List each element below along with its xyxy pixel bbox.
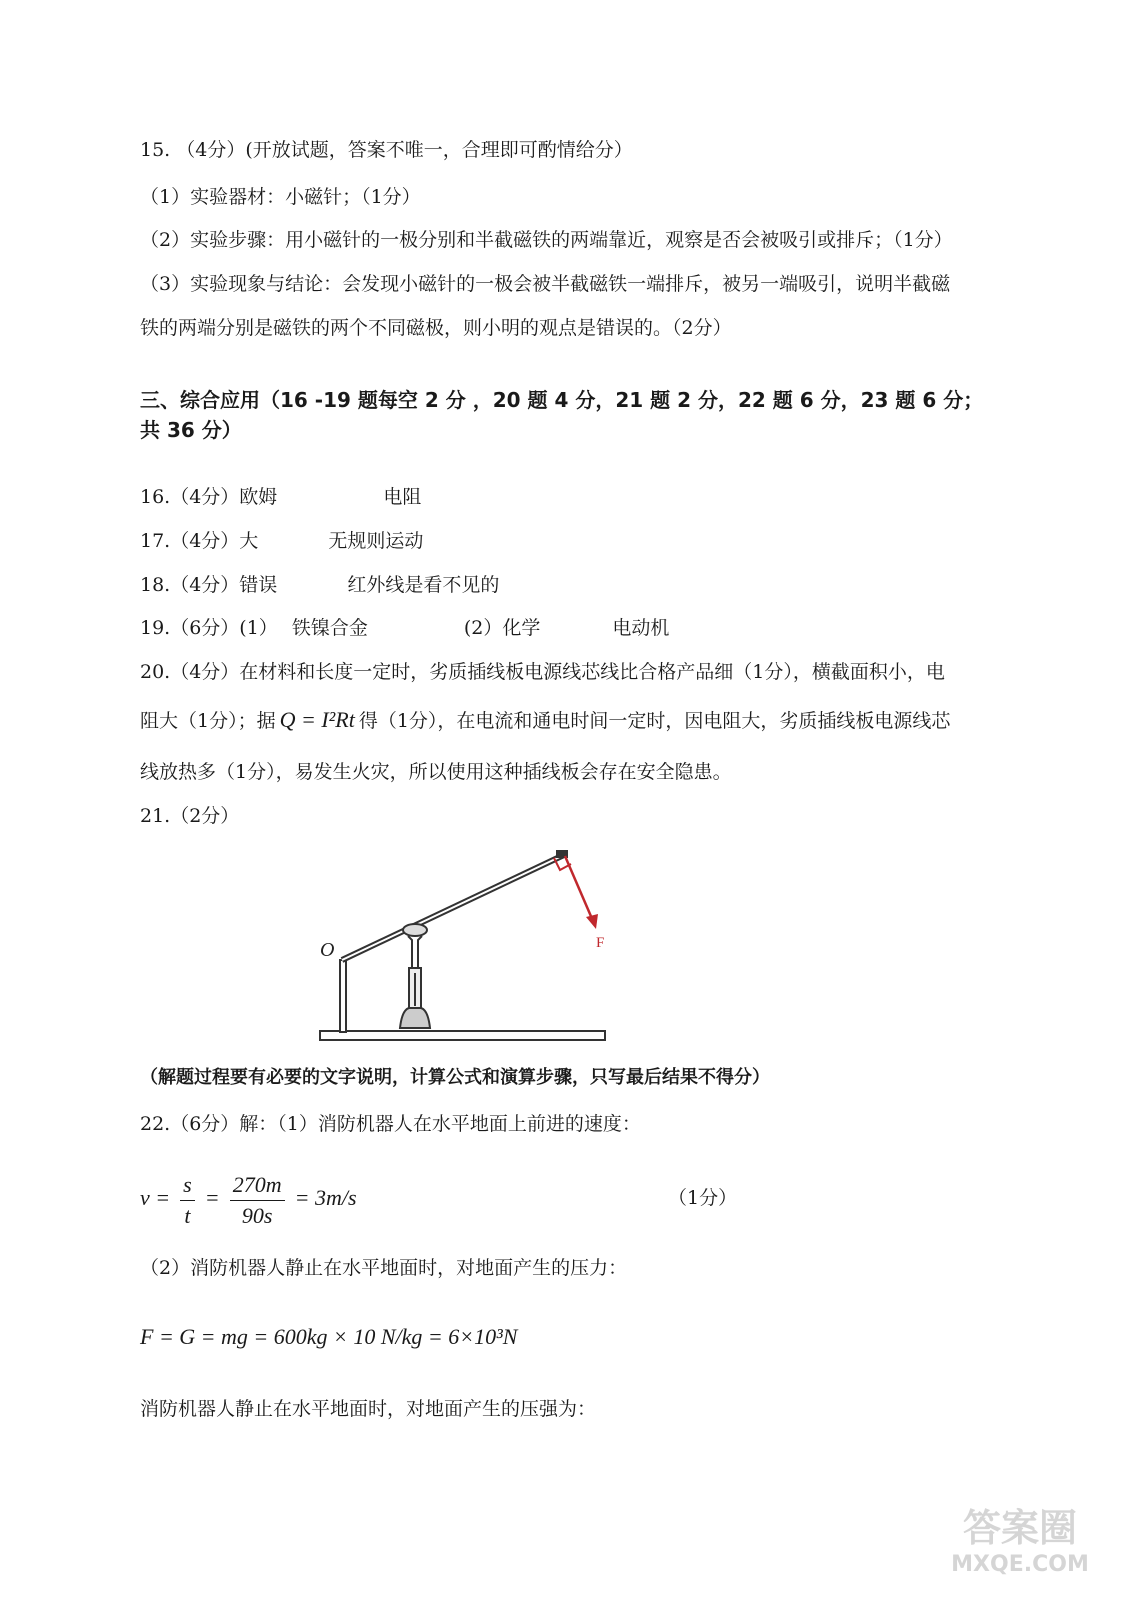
q20-line2-pre: 阻大（1分）；据: [140, 710, 276, 732]
q22-force-formula: F = G = mg = 600kg × 10 N/kg = 6×10³N: [140, 1324, 518, 1349]
q19-answer: [140, 614, 669, 642]
q18-answer: [140, 571, 499, 599]
force-arrow: [565, 856, 593, 921]
q15-part3-line2: 铁的两端分别是磁铁的两个不同磁极，则小明的观点是错误的。（2分）: [140, 317, 732, 339]
velocity-result: = 3m/s: [294, 1185, 357, 1210]
velocity-lhs: v =: [140, 1185, 171, 1210]
fraction-distance-over-time: [230, 1170, 285, 1231]
q20-line2: [140, 706, 950, 735]
q15-part2: （2）实验步骤：用小磁针的一极分别和半截磁铁的两端靠近，观察是否会被吸引或排斥；（1分）: [140, 229, 953, 251]
q18-answer2: 红外线是看不见的: [347, 574, 500, 596]
q16-number: 16.（4分）欧姆: [140, 486, 278, 508]
q19-answer3: 电动机: [612, 617, 670, 639]
q20-line3: 线放热多（1分），易发生火灾，所以使用这种插线板会存在安全隐患。: [140, 761, 732, 783]
q22-velocity-formula: [140, 1168, 357, 1231]
watermark-url: MXQE.COM: [951, 1552, 1089, 1577]
q15-part3-line1: （3）实验现象与结论：会发现小磁针的一极会被半截磁铁一端排斥，被另一端吸引，说明半截磁: [140, 273, 951, 295]
pivot-post: [340, 960, 346, 1032]
q20-formula: Q = I²Rt: [279, 707, 355, 732]
q17-answer2: 无规则运动: [328, 530, 424, 552]
q18-number: 18.（4分）错误: [140, 574, 278, 596]
section3-title-line2: 共 36 分）: [140, 418, 242, 442]
force-arrowhead: [586, 914, 598, 929]
q20-line2-post: 得（1分），在电流和通电时间一定时，因电阻大，劣质插线板电源线芯: [358, 710, 951, 732]
q15-header: 15. （4分）(开放试题，答案不唯一，合理即可酌情给分）: [140, 139, 633, 161]
q17-answer: [140, 527, 423, 555]
label-o: O: [320, 939, 335, 961]
q22-part3: 消防机器人静止在水平地面时，对地面产生的压强为：: [140, 1398, 597, 1420]
fraction-s-over-t: [180, 1170, 195, 1231]
fraction-numerator: 270m: [230, 1170, 285, 1201]
equals-sign: =: [204, 1185, 220, 1210]
q20-line1: 20.（4分）在材料和长度一定时，劣质插线板电源线芯线比合格产品细（1分），横截面积小，电: [140, 661, 945, 683]
q16-answer2: 电阻: [383, 486, 422, 508]
q22-header: 22.（6分）解：（1）消防机器人在水平地面上前进的速度：: [140, 1113, 641, 1135]
fraction-denominator: t: [184, 1202, 191, 1228]
q19-answer1: 铁镍合金: [291, 617, 368, 639]
label-f: F: [596, 935, 605, 951]
clamp-stand: [400, 924, 430, 1028]
q22-part2: （2）消防机器人静止在水平地面时，对地面产生的压力：: [140, 1257, 628, 1279]
fraction-numerator: s: [180, 1170, 195, 1201]
q22-velocity-score: （1分）: [668, 1187, 738, 1209]
q17-number: 17.（4分）大: [140, 530, 259, 552]
fraction-denominator: 90s: [241, 1202, 273, 1228]
q16-answer: [140, 483, 421, 511]
watermark-text: 答案圈: [962, 1506, 1077, 1550]
base-board: [320, 1031, 605, 1040]
solution-note: （解题过程要有必要的文字说明，计算公式和演算步骤，只写最后结果不得分）: [140, 1067, 770, 1088]
lever-force-diagram: [290, 828, 650, 1053]
section3-title-line1: 三、综合应用（16 -19 题每空 2 分 ，20 题 4 分，21 题 2 分，22 题 6 分，23 题 6 分；: [140, 388, 984, 412]
q19-answer2: (2）化学: [463, 617, 541, 639]
q21-header: 21.（2分）: [140, 805, 240, 827]
watermark-logo: [935, 1505, 1105, 1585]
q15-part1: （1）实验器材：小磁针；（1分）: [140, 186, 421, 208]
q19-number: 19.（6分）(1）: [140, 617, 278, 639]
